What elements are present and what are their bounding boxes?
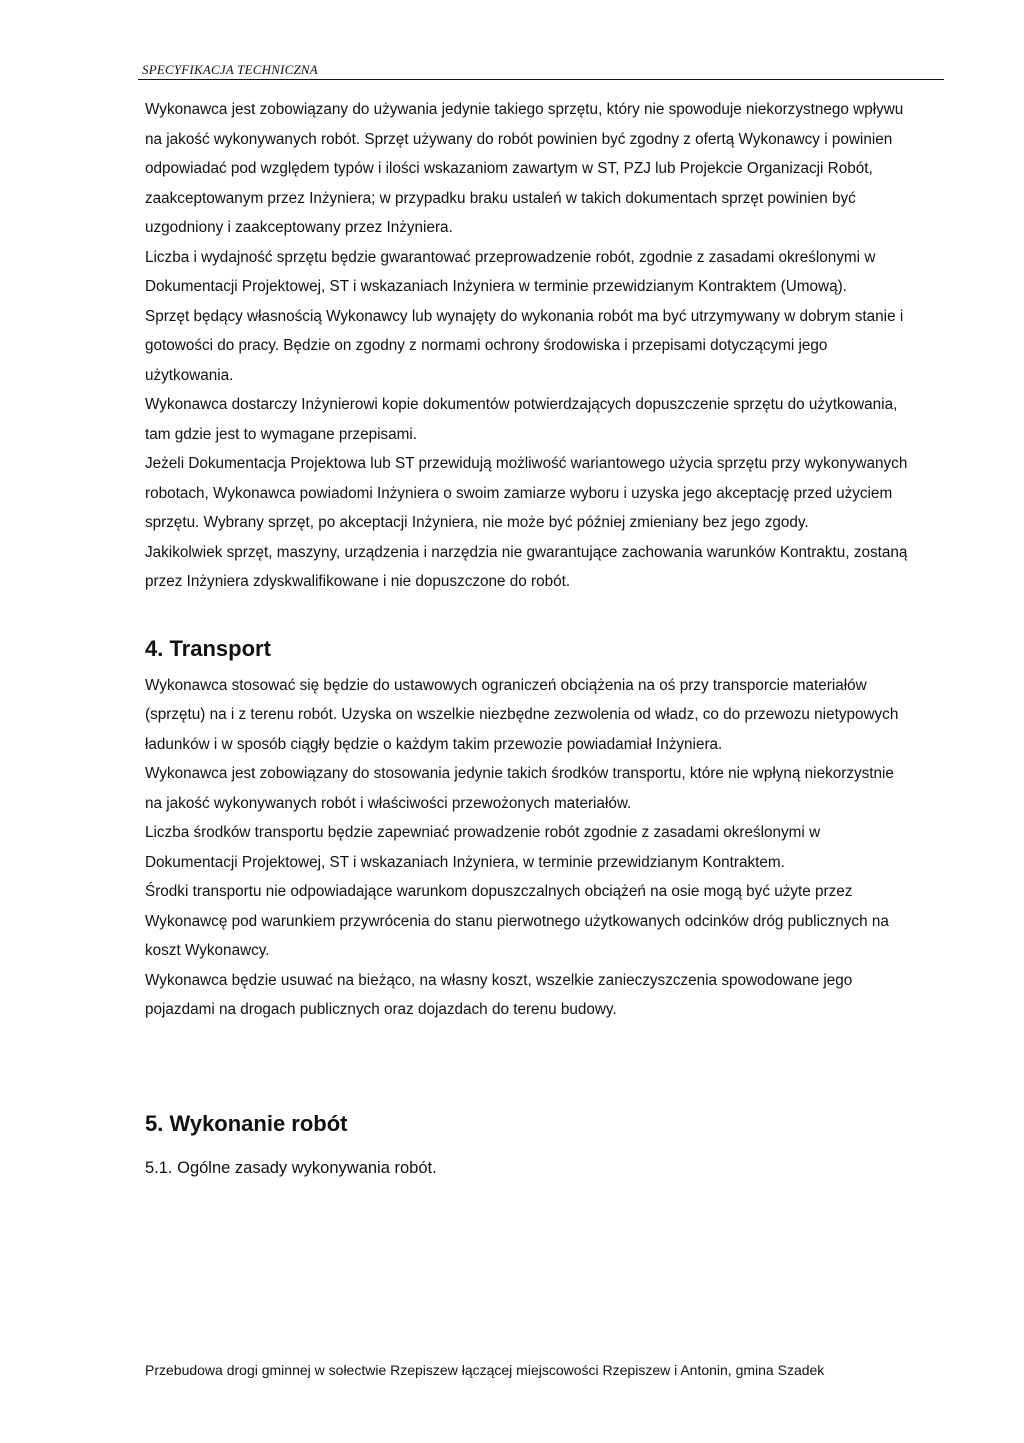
header-divider (138, 79, 944, 80)
paragraph-transport-cleaning: Wykonawca będzie usuwać na bieżąco, na własny koszt, wszelkie zanieczyszczenia spowodowane jego pojazdami na drogach publicznych oraz dojazdach do terenu budowy. (145, 971, 853, 1018)
paragraph-transport-limits: Wykonawca stosować się będzie do ustawowych ograniczeń obciążenia na oś przy transporcie materiałów (sprzętu) na i z terenu robót. Uzyska on wszelkie niezbędne zezwolenia od władz, co do przewozu nietypowych ładunków i w sposób ciągły będzie o każdym takim przewozie powiadamiał Inżyniera. (145, 676, 899, 753)
paragraph-equipment-capacity: Liczba i wydajność sprzętu będzie gwarantować przeprowadzenie robót, zgodnie z zasadami określonymi w Dokumentacji Projektowej, ST i wskazaniach Inżyniera w terminie przewidzianym Kontraktem (Umową). (145, 248, 876, 295)
section-heading-transport: 4. Transport (145, 635, 271, 661)
paragraph-transport-means: Wykonawca jest zobowiązany do stosowania jedynie takich środków transportu, które nie wpłyną niekorzystnie na jakość wykonywanych robót i właściwości przewożonych materiałów. (145, 765, 894, 812)
document-footer: Przebudowa drogi gminnej w sołectwie Rzepiszew łączącej miejscowości Rzepiszew i Antonin, gmina Szadek (145, 1362, 825, 1378)
paragraph-transport-axle-load: Środki transportu nie odpowiadające warunkom dopuszczalnych obciążeń na osie mogą być użyte przez Wykonawcę pod warunkiem przywrócenia do stanu pierwotnego użytkowanych odcinków dróg publicznych na koszt Wykonawcy. (145, 883, 889, 959)
paragraph-equipment-documents: Wykonawca dostarczy Inżynierowi kopie dokumentów potwierdzających dopuszczenie sprzętu do użytkowania, tam gdzie jest to wymagane przepisami. (145, 396, 898, 443)
paragraph-transport-count: Liczba środków transportu będzie zapewniać prowadzenie robót zgodnie z zasadami określonymi w Dokumentacji Projektowej, ST i wskazaniach Inżyniera, w terminie przewidzianym Kontraktem. (145, 824, 821, 871)
document-body (145, 95, 915, 1183)
paragraph-equipment-usage: Wykonawca jest zobowiązany do używania jedynie takiego sprzętu, który nie spowoduje niekorzystnego wpływu na jakość wykonywanych robót. Sprzęt używany do robót powinien być zgodny z ofertą Wykonawcy i powinien odpowiadać pod względem typów i ilości wskazaniom zawartym w ST, PZJ lub Projekcie Organizacji Robót, zaakceptowanym przez Inżyniera; w przypadku braku ustaleń w takich dokumentach sprzęt powinien być uzgodniony i zaakceptowany przez Inżyniera. (145, 101, 904, 236)
document-header: SPECYFIKACJA TECHNICZNA (142, 62, 318, 77)
section-heading-execution: 5. Wykonanie robót (145, 1110, 348, 1136)
paragraph-equipment-condition: Sprzęt będący własnością Wykonawcy lub wynajęty do wykonania robót ma być utrzymywany w dobrym stanie i gotowości do pracy. Będzie on zgodny z normami ochrony środowiska i przepisami dotyczącymi jego użytkowania. (145, 307, 904, 384)
paragraph-equipment-variants: Jeżeli Dokumentacja Projektowa lub ST przewidują możliwość wariantowego użycia sprzętu przy wykonywanych robotach, Wykonawca powiadomi Inżyniera o swoim zamiarze wyboru i uzyska jego akceptację przed użyciem sprzętu. Wybrany sprzęt, po akceptacji Inżyniera, nie może być później zmieniany bez jego zgody. (145, 455, 908, 531)
subsection-heading-general-rules: 5.1. Ogólne zasady wykonywania robót. (145, 1158, 437, 1177)
paragraph-equipment-disqualification: Jakikolwiek sprzęt, maszyny, urządzenia i narzędzia nie gwarantujące zachowania warunków Kontraktu, zostaną przez Inżyniera zdyskwalifikowane i nie dopuszczone do robót. (145, 543, 908, 590)
